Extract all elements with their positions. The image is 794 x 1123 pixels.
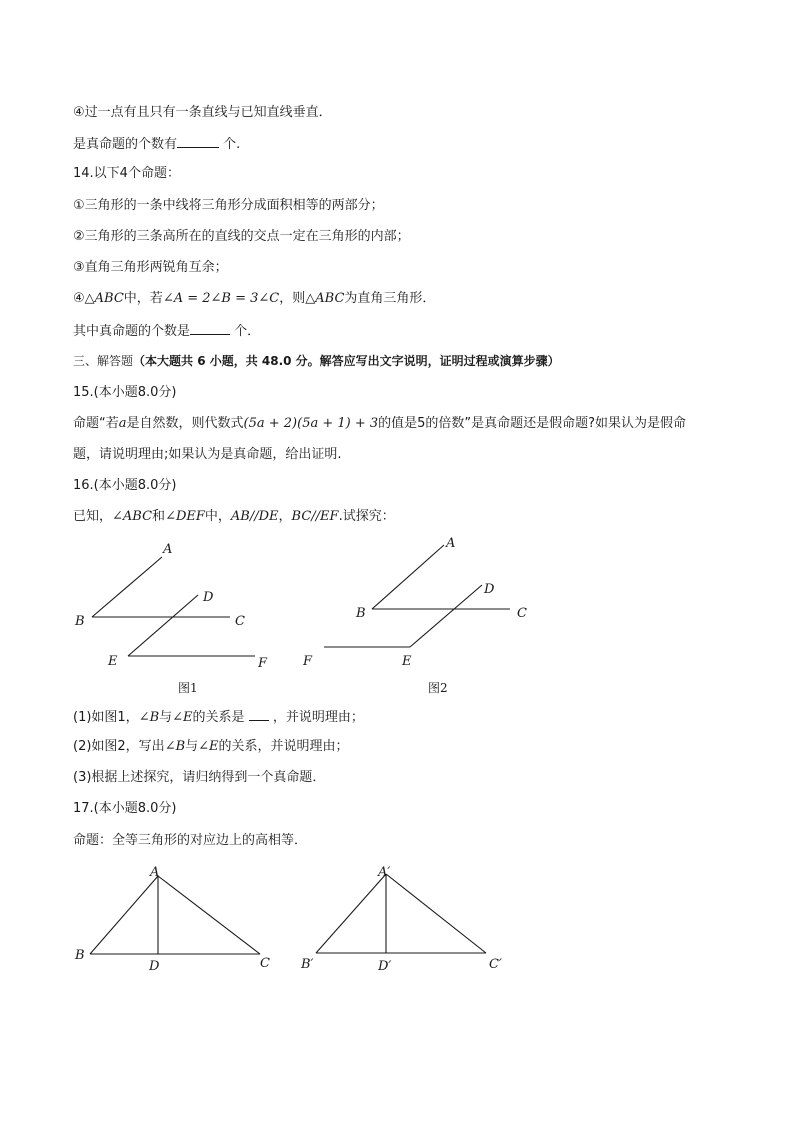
figure-2 [298, 535, 538, 700]
q14-item4-num: ④ [73, 291, 85, 306]
math-angle-abc: ∠ABC [112, 509, 153, 524]
point-label-e: E [108, 654, 118, 669]
point-label-c: C [260, 956, 270, 971]
q14-item3: ③直角三角形两锐角互余； [73, 260, 228, 275]
answer-blank[interactable] [190, 321, 230, 335]
q16-text-b: 和 [152, 509, 166, 524]
q15-text-b: 是自然数，则代数式 [126, 416, 244, 431]
answer-blank[interactable] [177, 134, 219, 148]
prev-q-item4: ④过一点有且只有一条直线与已知直线垂直． [73, 105, 332, 120]
point-label-e: E [402, 654, 412, 669]
point-label-a: A [163, 542, 173, 557]
q16-sub2-text-c: 的关系，并说明理由； [218, 739, 349, 754]
q16-text-d: ， [278, 509, 292, 524]
section3-desc: （本大题共 6 小题，共 48.0 分。解答应写出文字说明，证明过程或演算步骤） [133, 354, 560, 368]
point-label-b: B [75, 948, 85, 963]
point-label-c: C [517, 606, 527, 621]
point-label-f: F [258, 656, 268, 671]
math-var-a: a [118, 416, 127, 431]
point-label-f: F [303, 654, 313, 669]
q16-sub2 [73, 738, 349, 756]
q14-item4-text: 中，若 [123, 291, 163, 306]
math-angle-b: ∠B [138, 710, 160, 725]
q16-sub2-text-a: (2)如图2，写出 [73, 739, 165, 754]
q17-header: 17.(本小题8.0分) [73, 801, 177, 816]
point-label-d: D [484, 582, 495, 597]
segment-ed [128, 595, 198, 656]
triangle-symbol: △ [305, 291, 316, 306]
math-angle-e: ∠E [172, 710, 193, 725]
point-label-d-prime: D′ [378, 959, 392, 974]
q16-sub1-text-b: 与 [159, 710, 173, 725]
segment-ba [92, 557, 162, 617]
math-expression: (5a + 2)(5a + 1) + 3 [243, 416, 379, 431]
math-angle-expr: ∠A = 2∠B = 3∠C [162, 291, 280, 306]
segment-ed [410, 585, 482, 647]
point-label-c-prime: C′ [489, 957, 502, 972]
prev-q-conclusion [73, 134, 240, 154]
section3-heading [73, 352, 560, 370]
math-angle-def: ∠DEF [165, 509, 205, 524]
math-angle-e: ∠E [198, 739, 219, 754]
segment-ba [372, 545, 444, 609]
q16-sub1-text-d: ，并说明理由； [272, 710, 364, 725]
prev-q-conclusion-text: 是真命题的个数有 [73, 137, 178, 152]
prev-q-conclusion-unit: 个. [223, 137, 241, 152]
q16-text-a: 已知， [73, 509, 113, 524]
q16-text-e: .试探究： [338, 509, 395, 524]
math-angle-b: ∠B [164, 739, 186, 754]
math-parallel-ab-de: AB//DE [230, 509, 279, 524]
q16-sub3: (3)根据上述探究，请归纳得到一个真命题． [73, 770, 326, 785]
figure-triangle-a-prime [298, 860, 528, 980]
point-label-c: C [235, 614, 245, 629]
math-abc: ABC [315, 291, 345, 306]
figure-1 [70, 535, 290, 700]
q16-sub1-text-a: (1)如图1， [73, 710, 139, 725]
q16-sub1-text-c: 的关系是 [192, 710, 245, 725]
point-label-a-prime: A′ [378, 865, 391, 880]
q15-text-a: 命题“若 [73, 416, 119, 431]
point-label-d: D [149, 959, 160, 974]
q16-header: 16.(本小题8.0分) [73, 478, 177, 493]
segment-ba [90, 876, 158, 954]
q14-item4 [73, 290, 435, 308]
q16-text-c: 中， [204, 509, 231, 524]
figure-2-caption: 图2 [428, 681, 448, 695]
q14-conclusion-text: 其中真命题的个数是 [73, 324, 191, 339]
q15-header: 15.(本小题8.0分) [73, 385, 177, 400]
q14-conclusion-unit: 个． [234, 324, 261, 339]
point-label-a: A [150, 865, 160, 880]
figure-triangle-abc [70, 860, 290, 980]
q15-line2: 题，请说明理由;如果认为是真命题，给出证明. [73, 447, 342, 462]
q14-item4-text2: ，则 [279, 291, 306, 306]
q15-text-c: 的值是5的倍数”是真命题还是假命题?如果认为是假命 [378, 416, 687, 431]
q14-item4-text3: 为直角三角形． [344, 291, 436, 306]
segment-b-prime-a-prime [316, 874, 386, 953]
q14-item1: ①三角形的一条中线将三角形分成面积相等的两部分； [73, 198, 384, 213]
q14-item2: ②三角形的三条高所在的直线的交点一定在三角形的内部； [73, 229, 410, 244]
segment-ac [158, 876, 260, 954]
point-label-b: B [75, 614, 85, 629]
point-label-d: D [203, 590, 214, 605]
section3-title: 三、解答题 [73, 354, 134, 368]
q14-conclusion [73, 321, 260, 341]
q16-sub1 [73, 707, 364, 727]
q16-sub2-text-b: 与 [185, 739, 199, 754]
q16-stem [73, 508, 395, 526]
q17-stem: 命题：全等三角形的对应边上的高相等． [73, 833, 308, 848]
answer-blank[interactable] [249, 707, 269, 721]
q14-stem: 14.以下4个命题： [73, 166, 180, 181]
triangle-symbol: △ [84, 291, 95, 306]
figure-1-caption: 图1 [178, 681, 198, 695]
q15-line1 [73, 415, 686, 433]
point-label-b-prime: B′ [301, 957, 314, 972]
math-abc: ABC [94, 291, 124, 306]
segment-a-prime-c-prime [386, 874, 486, 953]
point-label-a: A [446, 536, 456, 551]
math-parallel-bc-ef: BC//EF [291, 509, 339, 524]
point-label-b: B [356, 606, 366, 621]
